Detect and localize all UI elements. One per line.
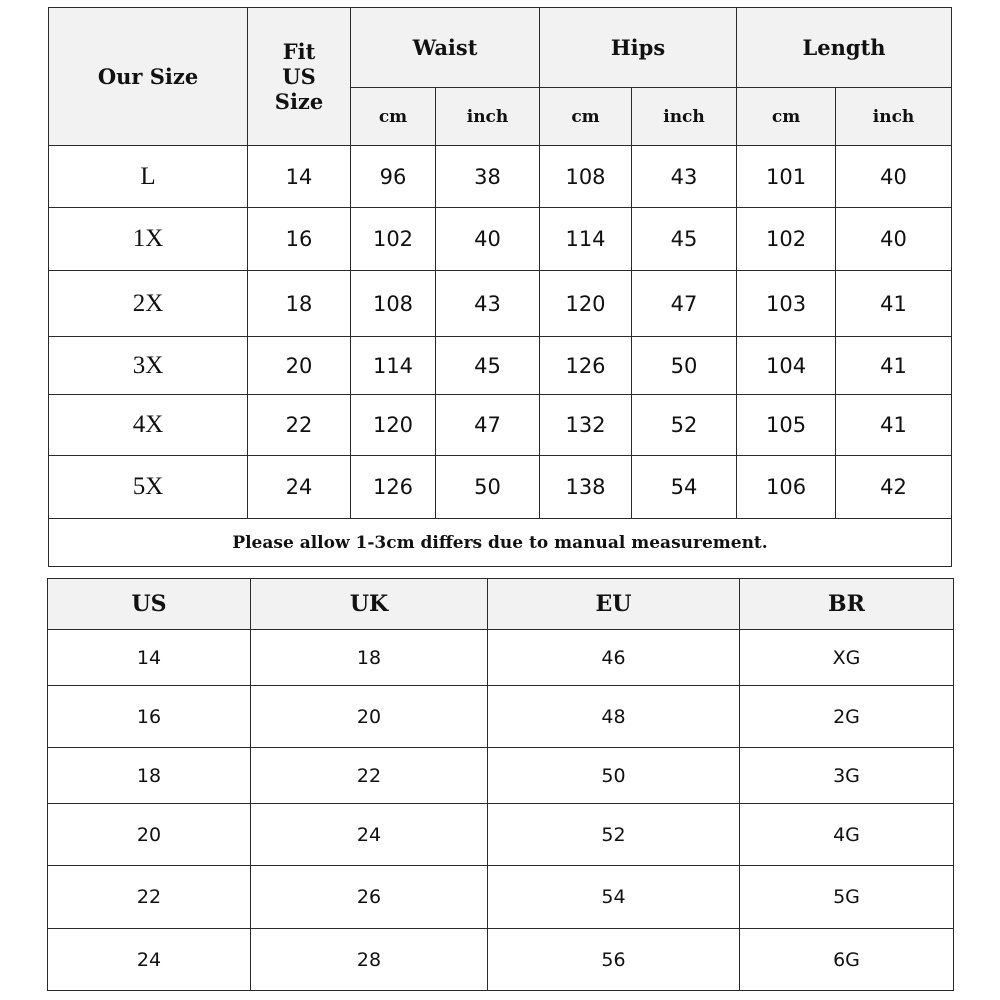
us-header: US bbox=[48, 579, 251, 630]
hips-cm-header: cm bbox=[540, 88, 632, 146]
fit-us-size-header-text: Fit US Size bbox=[274, 39, 324, 114]
waist-cm-cell: 108 bbox=[351, 271, 436, 337]
br-cell: 3G bbox=[740, 748, 954, 804]
us-cell: 14 bbox=[48, 630, 251, 686]
size-label: 5X bbox=[49, 456, 248, 519]
hips-cm-cell: 114 bbox=[540, 208, 632, 271]
br-cell: XG bbox=[740, 630, 954, 686]
table-row bbox=[48, 686, 954, 748]
br-cell: 2G bbox=[740, 686, 954, 748]
us-cell: 24 bbox=[48, 929, 251, 991]
br-cell: 6G bbox=[740, 929, 954, 991]
us-size-cell: 14 bbox=[248, 146, 351, 208]
hips-cm-cell: 126 bbox=[540, 337, 632, 395]
uk-cell: 20 bbox=[251, 686, 488, 748]
us-cell: 22 bbox=[48, 866, 251, 929]
eu-cell: 52 bbox=[488, 804, 740, 866]
waist-inch-cell: 38 bbox=[436, 146, 540, 208]
us-size-cell: 22 bbox=[248, 395, 351, 456]
hips-inch-cell: 52 bbox=[632, 395, 737, 456]
length-inch-header: inch bbox=[836, 88, 952, 146]
measurement-note: Please allow 1-3cm differs due to manual measurement. bbox=[49, 519, 952, 567]
hips-inch-cell: 50 bbox=[632, 337, 737, 395]
size-row-4x bbox=[49, 395, 952, 456]
hips-cm-cell: 132 bbox=[540, 395, 632, 456]
waist-header: Waist bbox=[351, 8, 540, 88]
size-row-l bbox=[49, 146, 952, 208]
waist-cm-cell: 102 bbox=[351, 208, 436, 271]
waist-cm-cell: 114 bbox=[351, 337, 436, 395]
size-row-3x bbox=[49, 337, 952, 395]
uk-header: UK bbox=[251, 579, 488, 630]
table-row bbox=[48, 804, 954, 866]
waist-inch-cell: 40 bbox=[436, 208, 540, 271]
length-cm-cell: 102 bbox=[737, 208, 836, 271]
size-label: 4X bbox=[49, 395, 248, 456]
waist-inch-cell: 43 bbox=[436, 271, 540, 337]
size-measurement-table bbox=[48, 7, 952, 567]
uk-cell: 18 bbox=[251, 630, 488, 686]
hips-inch-cell: 43 bbox=[632, 146, 737, 208]
hips-inch-cell: 47 bbox=[632, 271, 737, 337]
waist-cm-cell: 120 bbox=[351, 395, 436, 456]
size-conversion-table bbox=[47, 578, 954, 991]
us-size-cell: 24 bbox=[248, 456, 351, 519]
waist-cm-cell: 126 bbox=[351, 456, 436, 519]
uk-cell: 22 bbox=[251, 748, 488, 804]
eu-cell: 50 bbox=[488, 748, 740, 804]
br-cell: 4G bbox=[740, 804, 954, 866]
table-row bbox=[48, 866, 954, 929]
hips-inch-cell: 54 bbox=[632, 456, 737, 519]
eu-cell: 46 bbox=[488, 630, 740, 686]
hips-inch-cell: 45 bbox=[632, 208, 737, 271]
waist-inch-cell: 47 bbox=[436, 395, 540, 456]
waist-inch-cell: 50 bbox=[436, 456, 540, 519]
length-cm-header: cm bbox=[737, 88, 836, 146]
waist-cm-cell: 96 bbox=[351, 146, 436, 208]
waist-inch-cell: 45 bbox=[436, 337, 540, 395]
br-header: BR bbox=[740, 579, 954, 630]
fit-us-size-header bbox=[248, 8, 351, 146]
us-cell: 18 bbox=[48, 748, 251, 804]
us-size-cell: 18 bbox=[248, 271, 351, 337]
hips-cm-cell: 120 bbox=[540, 271, 632, 337]
eu-cell: 56 bbox=[488, 929, 740, 991]
length-inch-cell: 41 bbox=[836, 395, 952, 456]
length-cm-cell: 106 bbox=[737, 456, 836, 519]
hips-cm-cell: 108 bbox=[540, 146, 632, 208]
length-inch-cell: 40 bbox=[836, 208, 952, 271]
hips-header: Hips bbox=[540, 8, 737, 88]
length-header: Length bbox=[737, 8, 952, 88]
length-cm-cell: 103 bbox=[737, 271, 836, 337]
size-label: 1X bbox=[49, 208, 248, 271]
size-row-2x bbox=[49, 271, 952, 337]
eu-header: EU bbox=[488, 579, 740, 630]
table-row bbox=[48, 929, 954, 991]
size-label: 3X bbox=[49, 337, 248, 395]
length-inch-cell: 41 bbox=[836, 271, 952, 337]
us-cell: 16 bbox=[48, 686, 251, 748]
us-size-cell: 20 bbox=[248, 337, 351, 395]
uk-cell: 28 bbox=[251, 929, 488, 991]
eu-cell: 48 bbox=[488, 686, 740, 748]
us-cell: 20 bbox=[48, 804, 251, 866]
length-cm-cell: 105 bbox=[737, 395, 836, 456]
br-cell: 5G bbox=[740, 866, 954, 929]
uk-cell: 26 bbox=[251, 866, 488, 929]
our-size-header: Our Size bbox=[49, 8, 248, 146]
size-label: 2X bbox=[49, 271, 248, 337]
size-label: L bbox=[49, 146, 248, 208]
size-row-1x bbox=[49, 208, 952, 271]
hips-cm-cell: 138 bbox=[540, 456, 632, 519]
table-row bbox=[48, 630, 954, 686]
eu-cell: 54 bbox=[488, 866, 740, 929]
us-size-cell: 16 bbox=[248, 208, 351, 271]
uk-cell: 24 bbox=[251, 804, 488, 866]
length-cm-cell: 104 bbox=[737, 337, 836, 395]
waist-inch-header: inch bbox=[436, 88, 540, 146]
length-cm-cell: 101 bbox=[737, 146, 836, 208]
hips-inch-header: inch bbox=[632, 88, 737, 146]
table-row bbox=[48, 748, 954, 804]
length-inch-cell: 42 bbox=[836, 456, 952, 519]
length-inch-cell: 41 bbox=[836, 337, 952, 395]
waist-cm-header: cm bbox=[351, 88, 436, 146]
length-inch-cell: 40 bbox=[836, 146, 952, 208]
size-row-5x bbox=[49, 456, 952, 519]
